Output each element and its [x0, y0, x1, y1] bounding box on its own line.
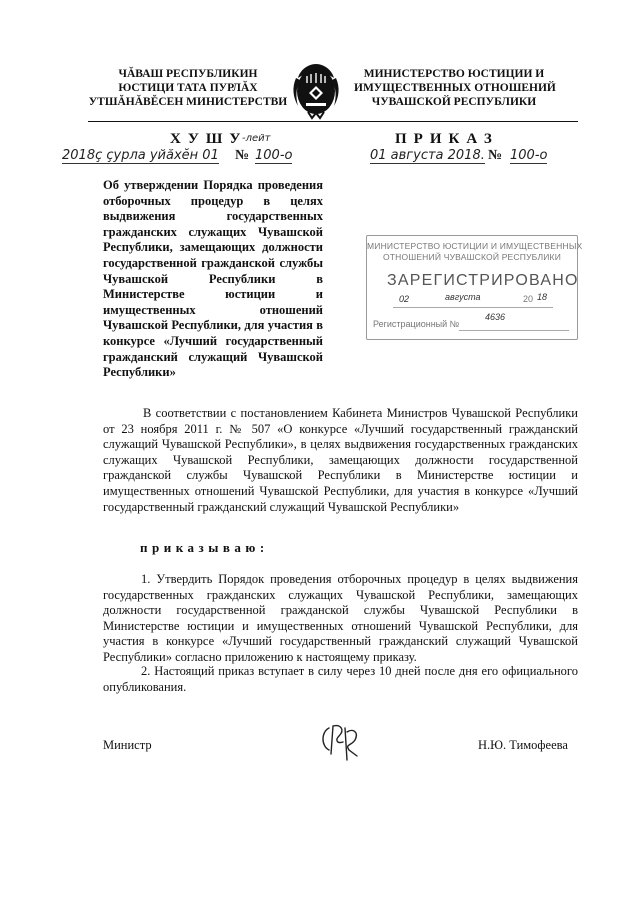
- header-right-line: ИМУЩЕСТВЕННЫХ ОТНОШЕНИЙ: [354, 82, 556, 94]
- stamp-reg-number: 4636: [485, 312, 506, 322]
- doc-number-sign-right: №: [488, 148, 503, 163]
- stamp-org-line1: МИНИСТЕРСТВО ЮСТИЦИИ И ИМУЩЕСТВЕННЫХ: [367, 241, 583, 251]
- order-item-2: 2. Настоящий приказ вступает в силу через 10 дней после дня его официального опубликования.: [103, 664, 578, 694]
- doc-number-russian: 100-о: [510, 148, 548, 163]
- stamp-reg-label: Регистрационный №: [373, 319, 460, 329]
- stamp-year-prefix: 20: [523, 294, 534, 304]
- header-right-russian: [354, 67, 554, 109]
- doc-word-russian: ПРИКАЗ: [395, 131, 499, 147]
- stamp-month: августа: [445, 292, 481, 302]
- stamp-reg-line: [459, 330, 569, 331]
- handwritten-signature-icon: [315, 720, 365, 762]
- handwritten-note: -лейт: [242, 133, 271, 144]
- header-right-line: ЧУВАШСКОЙ РЕСПУБЛИКИ: [371, 96, 537, 108]
- stamp-day: 02: [399, 294, 410, 304]
- doc-date-chuvash: 2018ç çурла уйăхĕн 01: [62, 148, 219, 163]
- header-left-chuvash: [88, 67, 288, 109]
- header-left-line: ЮСТИЦИ ТАТА ПУРЛĂХ: [118, 82, 258, 94]
- stamp-year: 18: [537, 292, 548, 302]
- doc-word-chuvash: ХУШУ: [170, 131, 248, 147]
- signatory-name: Н.Ю. Тимофеева: [478, 738, 568, 752]
- header-left-line: ЧĂВАШ РЕСПУБЛИКИН: [118, 68, 258, 80]
- registration-stamp: [366, 235, 583, 340]
- doc-date-russian: 01 августа 2018.: [370, 148, 485, 163]
- header-rule: [88, 121, 578, 122]
- preamble-paragraph: В соответствии с постановлением Кабинета Министров Чувашской Республики от 23 ноября 2011 г. № 507 «О конкурсе «Лучший государственный гражданский служащий Чувашской Республики», в целях выдвижения государственных гражданских служащих Чувашской Республики, замещающих должности государственной гражданской службы Чувашской Республики в Министерстве юстиции и имущественных отношений Чувашской Республики, для участия в конкурсе «Лучший государственный гражданский служащий Чувашской Республики»: [103, 406, 578, 514]
- order-item-1: 1. Утвердить Порядок проведения отборочных процедур в целях выдвижения государственных гражданских служащих Чувашской Республики, замещающих должности государственной гражданской службы Чувашской Республики в Министерстве юстиции и имущественных отношений Чувашской Республики, для участия в конкурсе «Лучший государственный гражданский служащий Чувашской Республики» согласно приложению к настоящему приказу.: [103, 572, 578, 664]
- header-left-line: УТШĂНĂВĔСЕН МИНИСТЕРСТВИ: [88, 96, 288, 108]
- order-word: приказываю:: [140, 540, 269, 555]
- stamp-org-line2: ОТНОШЕНИЙ ЧУВАШСКОЙ РЕСПУБЛИКИ: [382, 252, 562, 262]
- doc-number-sign-left: №: [235, 148, 250, 163]
- header-right-line: МИНИСТЕРСТВО ЮСТИЦИИ И: [363, 68, 545, 80]
- signatory-title: Министр: [103, 738, 152, 752]
- stamp-status: ЗАРЕГИСТРИРОВАНО: [387, 272, 579, 289]
- order-subject: Об утверждении Порядка проведения отборочных процедур в целях выдвижения государственных гражданских служащих Чувашской Республики, замещающих должности государственной гражданской службы Чувашской Республики в Министерстве юстиции и имущественных отношений Чувашской Республики, для участия в конкурсе «Лучший государственный гражданский служащий Чувашской Республики»: [103, 178, 323, 380]
- doc-number-chuvash: 100-о: [255, 148, 293, 163]
- coat-of-arms-icon: [286, 58, 346, 120]
- stamp-date-line: [393, 307, 553, 308]
